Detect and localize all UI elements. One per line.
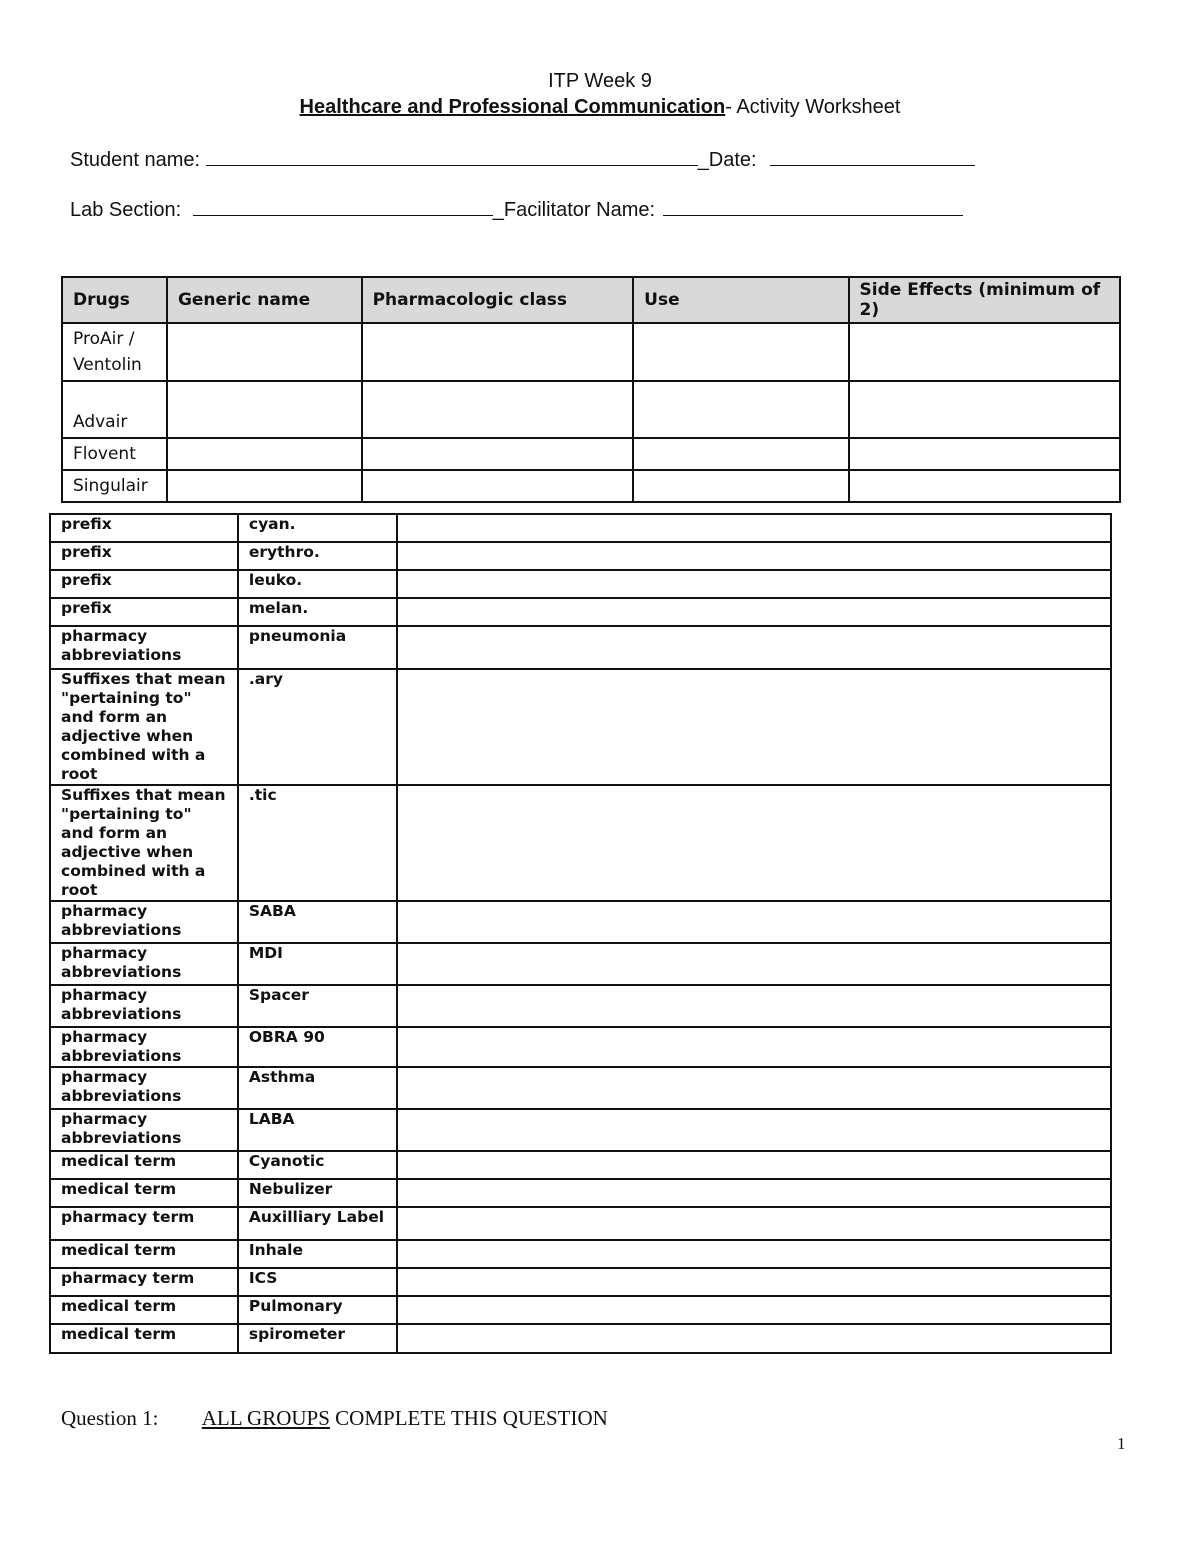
- drug-name-cell: [62, 381, 167, 438]
- side-effects-cell[interactable]: [849, 381, 1120, 438]
- definition-answer-cell[interactable]: [397, 1067, 1111, 1109]
- term-category-cell: prefix: [50, 542, 238, 570]
- student-name-label: Student name:: [70, 149, 201, 171]
- date-label: _Date:: [697, 149, 757, 171]
- term-category-cell: medical term: [50, 1296, 238, 1324]
- terms-table-row: [50, 901, 1111, 943]
- terms-table-row: [50, 785, 1111, 901]
- page-number: 1: [1117, 1434, 1126, 1453]
- terms-table-row: [50, 1324, 1111, 1353]
- definition-answer-cell[interactable]: [397, 1268, 1111, 1296]
- definition-answer-cell[interactable]: [397, 1027, 1111, 1067]
- lab-section-field[interactable]: [193, 196, 493, 216]
- student-name-field[interactable]: [206, 146, 698, 166]
- use-cell[interactable]: [633, 381, 848, 438]
- term-cell: Spacer: [238, 985, 397, 1027]
- definition-answer-cell[interactable]: [397, 1240, 1111, 1268]
- drug-row: [62, 438, 1120, 470]
- use-cell[interactable]: [633, 323, 848, 381]
- header-generic-name: Generic name: [167, 277, 362, 323]
- term-cell: LABA: [238, 1109, 397, 1151]
- term-cell: Pulmonary: [238, 1296, 397, 1324]
- use-cell[interactable]: [633, 438, 848, 470]
- terms-table-row: [50, 542, 1111, 570]
- definition-answer-cell[interactable]: [397, 669, 1111, 785]
- lab-info-row: [70, 196, 963, 222]
- term-cell: spirometer: [238, 1324, 397, 1353]
- term-cell: Auxilliary Label: [238, 1207, 397, 1240]
- drug-row: [62, 381, 1120, 438]
- term-cell: Nebulizer: [238, 1179, 397, 1207]
- terms-table-row: [50, 943, 1111, 985]
- term-cell: ICS: [238, 1268, 397, 1296]
- drug-name-line: ProAir /: [73, 329, 135, 349]
- question-1: [61, 1406, 608, 1431]
- subtitle-main: Healthcare and Professional Communication: [299, 96, 726, 118]
- drug-name-line: Ventolin: [73, 355, 142, 375]
- term-category-cell: Suffixes that mean "pertaining to" and form an adjective when combined with a root: [50, 669, 238, 785]
- question-emphasis: ALL GROUPS: [201, 1406, 330, 1430]
- worksheet-title: ITP Week 9: [548, 70, 652, 92]
- drug-row: [62, 470, 1120, 502]
- term-cell: Asthma: [238, 1067, 397, 1109]
- drugs-table: [61, 276, 1121, 503]
- date-field[interactable]: [770, 146, 975, 166]
- definition-answer-cell[interactable]: [397, 1151, 1111, 1179]
- drug-name-cell: Flovent: [62, 438, 167, 470]
- pharmacologic-class-cell[interactable]: [362, 438, 634, 470]
- term-category-cell: pharmacy term: [50, 1268, 238, 1296]
- term-category-cell: pharmacy term: [50, 1207, 238, 1240]
- terms-table-row: [50, 1109, 1111, 1151]
- term-cell: OBRA 90: [238, 1027, 397, 1067]
- facilitator-label: _Facilitator Name:: [492, 199, 656, 221]
- side-effects-cell[interactable]: [849, 323, 1120, 381]
- drugs-header-row: [62, 277, 1120, 323]
- definition-answer-cell[interactable]: [397, 1179, 1111, 1207]
- terms-table-row: [50, 1207, 1111, 1240]
- terms-table-row: [50, 1268, 1111, 1296]
- definition-answer-cell[interactable]: [397, 943, 1111, 985]
- term-category-cell: medical term: [50, 1324, 238, 1353]
- subtitle-rest: - Activity Worksheet: [725, 96, 901, 118]
- term-category-cell: pharmacy abbreviations: [50, 985, 238, 1027]
- side-effects-cell[interactable]: [849, 470, 1120, 502]
- terms-table-row: [50, 514, 1111, 542]
- question-label: Question 1:: [61, 1406, 159, 1430]
- definition-answer-cell[interactable]: [397, 542, 1111, 570]
- drug-name-cell: Singulair: [62, 470, 167, 502]
- term-cell: pneumonia: [238, 626, 397, 669]
- term-category-cell: medical term: [50, 1151, 238, 1179]
- definition-answer-cell[interactable]: [397, 985, 1111, 1027]
- terms-table-row: [50, 1296, 1111, 1324]
- term-category-cell: medical term: [50, 1240, 238, 1268]
- definition-answer-cell[interactable]: [397, 626, 1111, 669]
- definition-answer-cell[interactable]: [397, 1324, 1111, 1353]
- generic-name-cell[interactable]: [167, 470, 362, 502]
- definition-answer-cell[interactable]: [397, 1296, 1111, 1324]
- terms-table-row: [50, 1067, 1111, 1109]
- definition-answer-cell[interactable]: [397, 1109, 1111, 1151]
- term-category-cell: pharmacy abbreviations: [50, 1109, 238, 1151]
- definition-answer-cell[interactable]: [397, 514, 1111, 542]
- terms-table-row: [50, 598, 1111, 626]
- terms-table-row: [50, 1027, 1111, 1067]
- facilitator-field[interactable]: [663, 196, 963, 216]
- question-rest: COMPLETE THIS QUESTION: [329, 1406, 608, 1430]
- term-cell: Cyanotic: [238, 1151, 397, 1179]
- term-cell: MDI: [238, 943, 397, 985]
- generic-name-cell[interactable]: [167, 381, 362, 438]
- term-category-cell: prefix: [50, 598, 238, 626]
- worksheet-subtitle: [0, 96, 1200, 119]
- terms-table-row: [50, 626, 1111, 669]
- term-cell: .tic: [238, 785, 397, 901]
- term-category-cell: pharmacy abbreviations: [50, 1067, 238, 1109]
- terms-table: [49, 513, 1112, 1354]
- terms-table-row: [50, 1151, 1111, 1179]
- drug-name-cell: [62, 323, 167, 381]
- term-cell: .ary: [238, 669, 397, 785]
- terms-table-row: [50, 570, 1111, 598]
- term-cell: Inhale: [238, 1240, 397, 1268]
- student-info-row: [70, 146, 975, 172]
- pharmacologic-class-cell[interactable]: [362, 323, 634, 381]
- term-category-cell: Suffixes that mean "pertaining to" and form an adjective when combined with a root: [50, 785, 238, 901]
- definition-answer-cell[interactable]: [397, 1207, 1111, 1240]
- generic-name-cell[interactable]: [167, 323, 362, 381]
- lab-section-label: Lab Section:: [70, 199, 182, 221]
- term-category-cell: pharmacy abbreviations: [50, 1027, 238, 1067]
- generic-name-cell[interactable]: [167, 438, 362, 470]
- term-category-cell: pharmacy abbreviations: [50, 626, 238, 669]
- definition-answer-cell[interactable]: [397, 598, 1111, 626]
- term-cell: erythro.: [238, 542, 397, 570]
- term-cell: cyan.: [238, 514, 397, 542]
- term-category-cell: prefix: [50, 570, 238, 598]
- header-side-effects: Side Effects (minimum of 2): [849, 277, 1120, 323]
- term-cell: melan.: [238, 598, 397, 626]
- term-category-cell: pharmacy abbreviations: [50, 901, 238, 943]
- header-drugs: Drugs: [62, 277, 167, 323]
- term-cell: leuko.: [238, 570, 397, 598]
- drug-row: [62, 323, 1120, 381]
- terms-table-row: [50, 1240, 1111, 1268]
- term-category-cell: pharmacy abbreviations: [50, 943, 238, 985]
- term-category-cell: prefix: [50, 514, 238, 542]
- term-category-cell: medical term: [50, 1179, 238, 1207]
- terms-table-row: [50, 985, 1111, 1027]
- pharmacologic-class-cell[interactable]: [362, 470, 634, 502]
- use-cell[interactable]: [633, 470, 848, 502]
- side-effects-cell[interactable]: [849, 438, 1120, 470]
- term-cell: SABA: [238, 901, 397, 943]
- terms-table-row: [50, 669, 1111, 785]
- definition-answer-cell[interactable]: [397, 570, 1111, 598]
- drug-name-line: Advair: [73, 412, 128, 432]
- header-pharmacologic-class: Pharmacologic class: [362, 277, 634, 323]
- header-use: Use: [633, 277, 848, 323]
- definition-answer-cell[interactable]: [397, 901, 1111, 943]
- definition-answer-cell[interactable]: [397, 785, 1111, 901]
- terms-table-row: [50, 1179, 1111, 1207]
- pharmacologic-class-cell[interactable]: [362, 381, 634, 438]
